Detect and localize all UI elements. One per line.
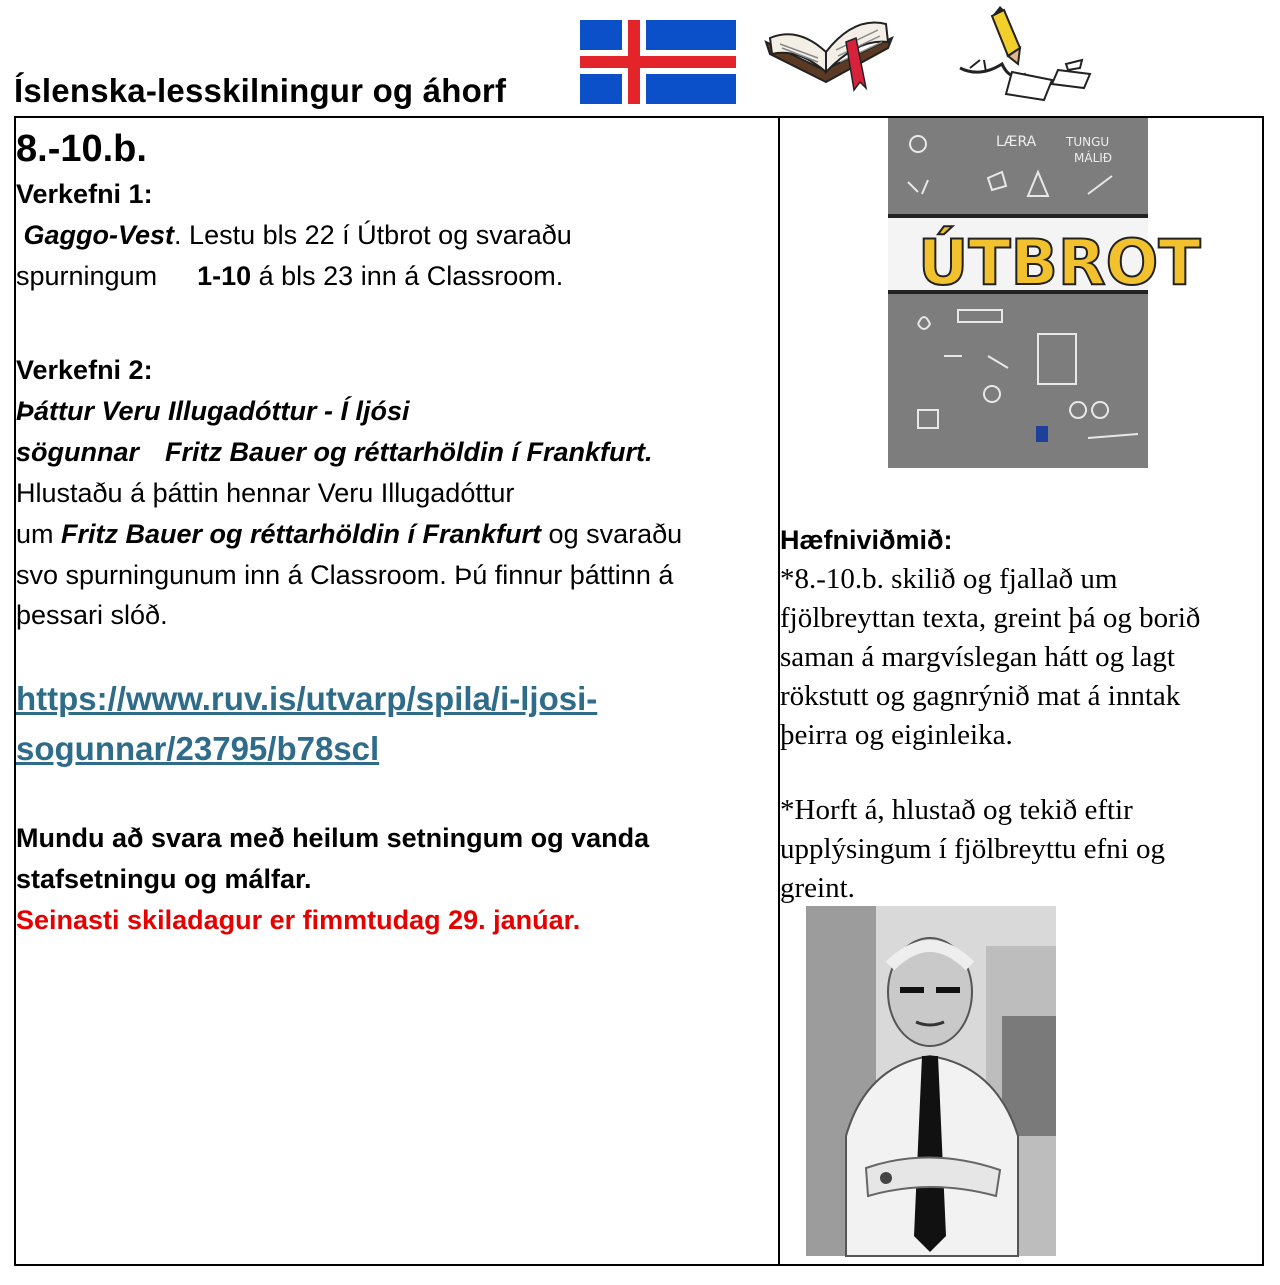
cover-label-3: MÁLIÐ — [1074, 151, 1113, 165]
task1-heading: Verkefni 1: — [16, 179, 153, 209]
cover-label-1: LÆRA — [996, 134, 1037, 150]
page-title: Íslenska-lesskilningur og áhorf — [14, 72, 507, 109]
criteria2-line1: *Horft á, hlustað og tekið eftir — [780, 794, 1133, 826]
podcast-link-line1[interactable]: https://www.ruv.is/utvarp/spila/i-ljosi- — [16, 680, 598, 717]
task2-body-line2-post: og svaraðu — [541, 519, 683, 549]
task2-title-line2-a: sögunnar — [16, 437, 140, 467]
reminder-line1: Mundu að svara með heilum setningum og vanda — [16, 823, 650, 853]
task1-line1-rest: . Lestu bls 22 í Útbrot og svaraðu — [174, 220, 572, 250]
task1-line2 — [16, 256, 563, 296]
task2-title-line1: Þáttur Veru Illugadóttur - Í ljósi — [16, 396, 410, 426]
cover-title: ÚTBROT — [918, 226, 1201, 299]
deadline-text: Seinasti skiladagur er fimmtudag 29. janúar. — [16, 905, 581, 935]
content-table — [14, 116, 1264, 1266]
open-book-icon — [762, 8, 898, 90]
cover-label-2: TUNGU — [1066, 135, 1110, 149]
criteria2-line3: greint. — [780, 872, 855, 904]
criteria1-line2: fjölbreyttan texta, greint þá og borið — [780, 602, 1201, 634]
task2-body-line3: svo spurningunum inn á Classroom. Þú finnur þáttinn á — [16, 560, 674, 590]
grade-heading: 8.-10.b. — [16, 128, 147, 170]
task2-title-line2 — [16, 432, 653, 472]
pencil-writing-icon — [940, 8, 1116, 104]
utbrot-book-cover — [888, 118, 1201, 468]
task2-title-line2-b: Fritz Bauer og réttarhöldin í Frankfurt. — [165, 437, 653, 467]
criteria1-line1: *8.-10.b. skilið og fjallað um — [780, 563, 1118, 595]
criteria2-line2: upplýsingum í fjölbreyttu efni og — [780, 833, 1166, 865]
task1-line1 — [16, 215, 572, 255]
task1-line2-rest: á bls 23 inn á Classroom. — [251, 261, 564, 291]
criteria-heading: Hæfniviðmið: — [780, 525, 953, 555]
task2-body-line2-bold: Fritz Bauer og réttarhöldin í Frankfurt — [61, 519, 542, 549]
right-column — [780, 118, 1264, 1264]
fritz-bauer-photo — [806, 906, 1056, 1256]
iceland-flag-icon — [580, 20, 736, 104]
podcast-link-line2[interactable]: sogunnar/23795/b78scl — [16, 730, 380, 767]
task2-body-line2 — [16, 514, 682, 554]
task1-title: Gaggo-Vest — [23, 220, 175, 250]
task2-body-line2-pre: um — [16, 519, 62, 549]
task2-heading: Verkefni 2: — [16, 355, 153, 385]
reminder-line2: stafsetningu og málfar. — [16, 864, 312, 894]
task1-line2-pre: spurningum — [16, 261, 158, 291]
task2-body-line1: Hlustaðu á þáttin hennar Veru Illugadóttur — [16, 478, 515, 508]
criteria1-line4: rökstutt og gagnrýnið mat á inntak — [780, 680, 1181, 712]
task2-body-line4: þessari slóð. — [16, 600, 168, 630]
criteria1-line3: saman á margvíslegan hátt og lagt — [780, 641, 1175, 673]
task1-line2-bold: 1-10 — [197, 261, 252, 291]
criteria1-line5: þeirra og eiginleika. — [780, 719, 1013, 751]
